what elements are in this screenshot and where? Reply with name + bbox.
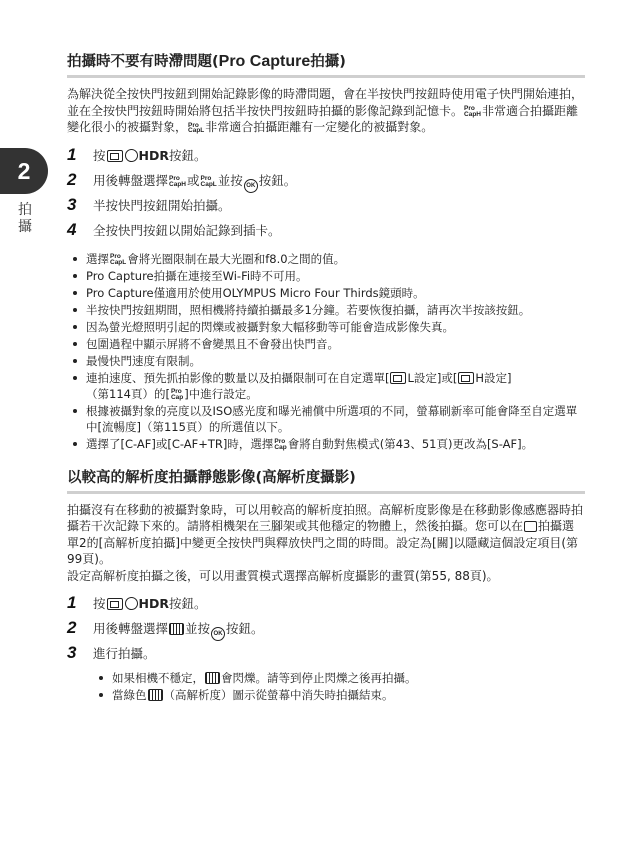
pro-cap-l-icon: Pro CapL: [200, 175, 217, 188]
drive-mode-icon: [107, 598, 123, 610]
pro-cap-icon: Pro Cap: [170, 388, 184, 401]
note-item: 最慢快門速度有限制。: [67, 353, 585, 369]
chapter-number: 2: [17, 158, 31, 184]
high-res-shot-icon: [148, 689, 163, 701]
steps-list-high-res: [67, 593, 585, 668]
self-timer-icon: [125, 597, 138, 610]
pro-cap-h-icon: Pro CapH: [169, 175, 186, 188]
high-res-shot-icon: [205, 672, 220, 684]
note-item: 包圍過程中顯示屏將不會變黑且不會發出快門音。: [67, 336, 585, 352]
pro-cap-l-icon: Pro CapL: [110, 253, 127, 266]
note-item: 當綠色 （高解析度）圖示從螢幕中消失時拍攝結束。: [93, 687, 585, 703]
step-item: 3 進行拍攝。: [67, 643, 156, 662]
pro-cap-l-icon: Pro CapL: [188, 121, 205, 134]
note-item: Pro Capture拍攝在連接至Wi-Fi時不可用。: [67, 268, 585, 284]
notes-list-high-res: [93, 670, 585, 703]
drive-mode-icon: [107, 150, 123, 162]
chapter-label: 拍攝: [18, 202, 32, 235]
chapter-tab: [0, 148, 48, 194]
self-timer-icon: [125, 149, 138, 162]
drive-mode-icon: [390, 372, 406, 384]
steps-list-pro-capture: [67, 145, 585, 245]
high-res-shot-icon: [169, 623, 184, 635]
note-item: 半按快門按鈕期間，照相機將持續拍攝最多1分鐘。若要恢復拍攝，請再次半按該按鈕。: [67, 302, 585, 318]
note-item: 選擇Pro CapL會將光圈限制在最大光圈和f8.0之間的值。: [67, 251, 585, 267]
section-intro-high-res: 拍攝沒有在移動的被攝對象時，可以用較高的解析度拍照。高解析度影像是在移動影像感應器時拍攝若干次記錄下來的。請將相機架在三腳架或其他穩定的物體上，然後拍攝。您可以在 拍攝選單2的[高解析度拍攝]中變更全按快門與釋放快門之間的時間。設定為[關]以隱藏這個設定項目(第99頁)。 設定高解析度拍攝之後，可以用畫質模式選擇高解析度攝影的畫質(第55, 88頁)。: [67, 502, 584, 583]
section-heading-high-res: 以較高的解析度拍攝靜態影像(高解析度攝影): [67, 466, 585, 494]
note-item: 選擇了[C-AF]或[C-AF+TR]時，選擇Pro Cap會將自動對焦模式(第43、51頁)更改為[S-AF]。: [67, 436, 585, 452]
pro-cap-icon: Pro Cap: [274, 438, 287, 451]
note-item: Pro Capture僅適用於使用OLYMPUS Micro Four Thirds鏡頭時。: [67, 285, 585, 301]
note-item: 根據被攝對象的亮度以及ISO感光度和曝光補償中所選項的不同，螢幕刷新率可能會降至自定選單中[流暢度]（第115頁）的所選值以下。: [67, 403, 585, 435]
step-item: 2 用後轉盤選擇 並按 OK 按鈕。: [67, 618, 585, 643]
step-item: 1 按 HDR按鈕。: [67, 593, 207, 612]
pro-cap-h-icon: Pro CapH: [464, 105, 481, 118]
note-item: 如果相機不穩定， 會閃爍。請等到停止閃爍之後再拍攝。: [93, 670, 585, 686]
section-intro-pro-capture: 為解決從全按快門按鈕到開始記錄影像的時滯問題，會在半按快門按鈕時使用電子快門開始連拍，並在全按快門按鈕時開始將包括半按快門按鈕時拍攝的影像記錄到記憶卡。Pro CapH非常適合拍攝距離變化很小的被攝對象，Pro CapL非常適合拍攝距離有一定變化的被攝對象。: [67, 87, 584, 134]
note-item: 因為螢光燈照明引起的閃爍或被攝對象大幅移動等可能會造成影像失真。: [67, 319, 585, 335]
step-item: 3 半按快門按鈕開始拍攝。: [67, 194, 231, 214]
step-item: 2 用後轉盤選擇Pro CapH或Pro CapL並按 OK 按鈕。: [67, 170, 585, 195]
ok-button-icon: OK: [244, 179, 258, 193]
drive-mode-icon: [458, 372, 474, 384]
step-item: 4 全按快門按鈕以開始記錄到插卡。: [67, 219, 281, 239]
section-heading-pro-capture: 拍攝時不要有時滯問題(Pro Capture拍攝): [67, 50, 585, 78]
camera-menu-icon: [524, 521, 537, 532]
step-item: 1 按 HDR按鈕。: [67, 144, 207, 164]
note-item: 連拍速度、預先抓拍影像的數量以及拍攝限制可在自定選單[ L設定]或[ H設定] （第114頁）的[Pro Cap]中進行設定。: [67, 370, 585, 402]
notes-list-pro-capture: [67, 251, 585, 452]
ok-button-icon: OK: [211, 627, 225, 641]
page-content: [67, 50, 585, 704]
